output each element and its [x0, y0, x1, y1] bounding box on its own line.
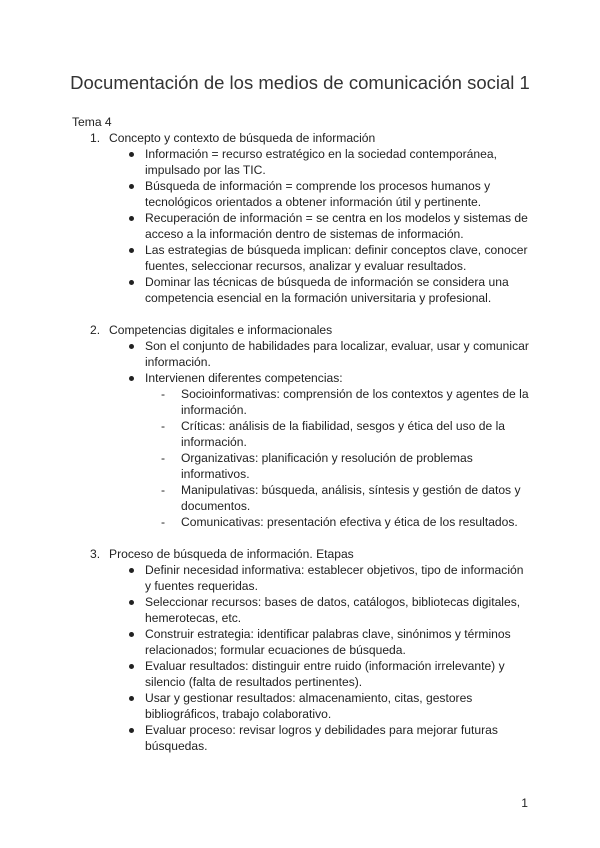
page-number: 1 [521, 796, 528, 810]
bullet-text: Intervienen diferentes competencias: [145, 371, 343, 385]
section-number: 1. [90, 131, 101, 145]
section-3 [72, 546, 532, 754]
bullet-item: Construir estrategia: identificar palabras clave, sinónimos y términos relacionados; formular ecuaciones de búsqueda. [109, 626, 532, 658]
bullet-item: Búsqueda de información = comprende los procesos humanos y tecnológicos orientados a obtener información útil y pertinente. [109, 178, 532, 210]
section-number: 3. [90, 547, 101, 561]
page-title: Documentación de los medios de comunicación social 1 [70, 72, 530, 93]
dash-item-text: Comunicativas: presentación efectiva y ética de los resultados. [181, 515, 518, 529]
bullet-list [109, 338, 532, 530]
dash-item-text: Críticas: análisis de la fiabilidad, sesgos y ética del uso de la información. [181, 419, 506, 449]
bullet-item: Las estrategias de búsqueda implican: definir conceptos clave, conocer fuentes, seleccionar recursos, analizar y evaluar resultados. [109, 242, 532, 274]
dash-item [145, 418, 532, 450]
section-title: Competencias digitales e informacionales [109, 323, 333, 337]
section-title: Proceso de búsqueda de información. Etapas [109, 547, 354, 561]
section-2 [72, 322, 532, 530]
section-list [72, 130, 532, 754]
dash-marker: - [161, 483, 166, 497]
bullet-item: Definir necesidad informativa: establecer objetivos, tipo de información y fuentes requeridas. [109, 562, 532, 594]
bullet-item: Son el conjunto de habilidades para localizar, evaluar, usar y comunicar información. [109, 338, 532, 370]
dash-item-text: Manipulativas: búsqueda, análisis, síntesis y gestión de datos y documentos. [181, 483, 521, 513]
section-1 [72, 130, 532, 306]
section-title: Concepto y contexto de búsqueda de información [109, 131, 376, 145]
dash-item-text: Organizativas: planificación y resolución de problemas informativos. [181, 451, 473, 481]
dash-marker: - [161, 515, 166, 529]
document-content [72, 114, 532, 770]
bullet-list [109, 562, 532, 754]
dash-marker: - [161, 451, 166, 465]
dash-item [145, 450, 532, 482]
bullet-item: Información = recurso estratégico en la sociedad contemporánea, impulsado por las TIC. [109, 146, 532, 178]
dash-item [145, 514, 532, 530]
bullet-item: Usar y gestionar resultados: almacenamiento, citas, gestores bibliográficos, trabajo colaborativo. [109, 690, 532, 722]
bullet-item: Recuperación de información = se centra en los modelos y sistemas de acceso a la información dentro de sistemas de información. [109, 210, 532, 242]
dash-list [145, 386, 532, 530]
dash-item-text: Socioinformativas: comprensión de los contextos y agentes de la información. [181, 387, 529, 417]
dash-item [145, 482, 532, 514]
bullet-list [109, 146, 532, 306]
dash-item [145, 386, 532, 418]
bullet-item: Dominar las técnicas de búsqueda de información se considera una competencia esencial en la formación universitaria y profesional. [109, 274, 532, 306]
bullet-item: Evaluar resultados: distinguir entre ruido (información irrelevante) y silencio (falta de resultados pertinentes). [109, 658, 532, 690]
bullet-item: Evaluar proceso: revisar logros y debilidades para mejorar futuras búsquedas. [109, 722, 532, 754]
bullet-item-with-sublist [109, 370, 532, 530]
dash-marker: - [161, 419, 166, 433]
dash-marker: - [161, 387, 166, 401]
section-number: 2. [90, 323, 101, 337]
bullet-item: Seleccionar recursos: bases de datos, catálogos, bibliotecas digitales, hemerotecas, etc. [109, 594, 532, 626]
tema-heading: Tema 4 [72, 115, 112, 129]
